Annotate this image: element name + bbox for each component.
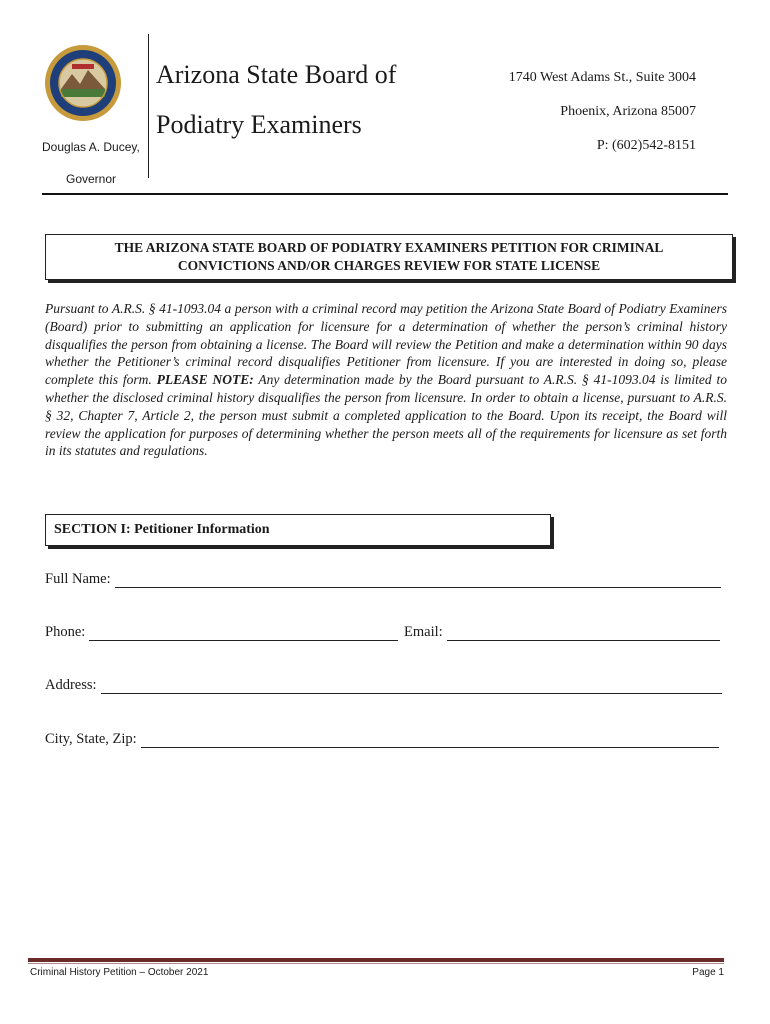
governor-title: Governor bbox=[66, 172, 117, 186]
arizona-state-seal bbox=[44, 44, 122, 122]
address-line1: 1740 West Adams St., Suite 3004 bbox=[508, 70, 696, 85]
city-state-zip-field[interactable] bbox=[45, 731, 719, 748]
phone-number: P: (602)542-8151 bbox=[596, 138, 696, 153]
governor-name: Douglas A. Ducey, bbox=[42, 140, 140, 154]
phone-label: Phone: bbox=[45, 624, 86, 640]
email-field[interactable] bbox=[404, 624, 720, 641]
footer-rule bbox=[28, 958, 724, 962]
header-rule bbox=[42, 193, 728, 195]
address-field[interactable] bbox=[45, 677, 722, 694]
title-line2: CONVICTIONS AND/OR CHARGES REVIEW FOR STATE LICENSE bbox=[177, 258, 601, 273]
intro-part1: Pursuant to A.R.S. § 41-1093.04 a person with a criminal record may petition the Arizona State Board of Podiatry Examiners (Board) prior to submitting an application for licensure for a determination of whether the person’s criminal history disqualifies the person from obtaining a license. The Board will review the Petition and make a determination within 90 days whether the Petitioner’s criminal record disqualifies Petitioner from licensure. If you are interested in doing so, please complete this form. bbox=[45, 301, 727, 388]
section1-heading: SECTION I: Petitioner Information bbox=[54, 522, 270, 537]
city-state-zip-label: City, State, Zip: bbox=[45, 731, 137, 747]
footer-rule-thin bbox=[28, 963, 724, 964]
phone-line[interactable] bbox=[89, 626, 398, 641]
email-line[interactable] bbox=[447, 626, 720, 641]
phone-field[interactable] bbox=[45, 624, 398, 641]
header-divider bbox=[148, 34, 149, 178]
section1-heading-box bbox=[45, 514, 551, 546]
footer-page-number: Page 1 bbox=[692, 967, 724, 978]
address-label: Address: bbox=[45, 677, 97, 693]
document-title-box bbox=[45, 234, 733, 280]
full-name-field[interactable] bbox=[45, 571, 721, 588]
address-line[interactable] bbox=[101, 679, 722, 694]
footer-document-name: Criminal History Petition – October 2021 bbox=[30, 967, 209, 978]
intro-paragraph bbox=[45, 300, 727, 460]
full-name-line[interactable] bbox=[115, 573, 721, 588]
email-label: Email: bbox=[404, 624, 443, 640]
title-line1: THE ARIZONA STATE BOARD OF PODIATRY EXAMINERS PETITION FOR CRIMINAL bbox=[114, 240, 664, 255]
address-line2: Phoenix, Arizona 85007 bbox=[560, 104, 696, 119]
intro-part2: Any determination made by the Board pursuant to A.R.S. § 41-1093.04 is limited to whether the disclosed criminal history disqualifies the person from licensure. In order to obtain a license, pursuant to A.R.S. § 32, Chapter 7, Article 2, the person must submit a completed application to the Board. Upon its receipt, the Board will review the application for purposes of determining whether the person meets all of the requirements for licensure as set forth in its statutes and regulations. bbox=[45, 372, 727, 459]
board-name-line2: Podiatry Examiners bbox=[156, 110, 362, 139]
full-name-label: Full Name: bbox=[45, 571, 111, 587]
please-note-label: PLEASE NOTE: bbox=[156, 372, 254, 388]
city-state-zip-line[interactable] bbox=[141, 733, 719, 748]
board-name-line1: Arizona State Board of bbox=[156, 60, 397, 89]
